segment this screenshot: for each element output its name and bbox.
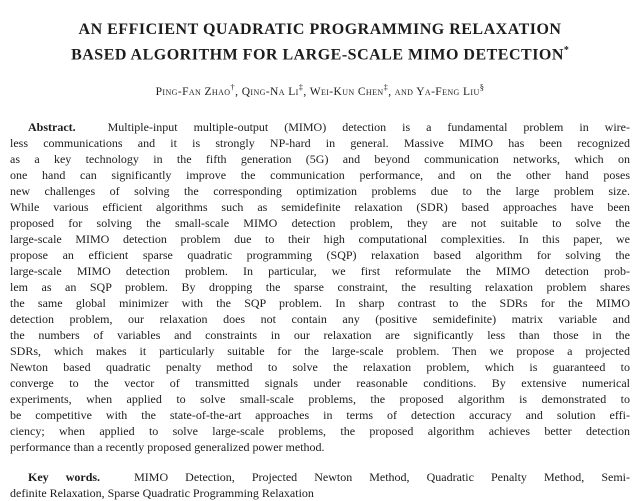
- keywords-line-label: Key words.: [28, 470, 101, 485]
- abstract-line: large-scale MIMO detection problem due to their high computational complexities. In this paper, we: [10, 232, 630, 247]
- abstract-line: detection problem, our relaxation does not contain any (positive semidefinite) matrix variable and: [10, 312, 630, 327]
- abstract-line-label: Abstract.: [28, 120, 76, 135]
- abstract-line: ciency; when applied to solve large-scale problems, the proposed algorithm achieves better detection: [10, 424, 630, 439]
- abstract-line: propose an efficient sparse quadratic programming (SQP) relaxation based algorithm for solving the: [10, 248, 630, 263]
- abstract-line: experiments, when applied to solve small-scale problems, the proposed algorithm is demonstrated to: [10, 392, 630, 407]
- abstract-line: Abstract. Multiple-input multiple-output (MIMO) detection is a fundamental problem in wire-: [28, 120, 630, 135]
- abstract-line: SDRs, which makes it particularly suitable for the large-scale problem. Then we propose a projected: [10, 344, 630, 359]
- author-footnote-mark: †: [230, 82, 236, 93]
- title-footnote-mark: *: [563, 45, 569, 56]
- abstract-line: proposed for solving the small-scale MIMO detection problem, they are not suitable to solve the: [10, 216, 630, 231]
- abstract-section: [10, 119, 630, 455]
- abstract-line: performance than a recently proposed generalized power method.: [10, 440, 325, 455]
- keywords-section: [10, 469, 630, 501]
- author-footnote-mark: ‡: [383, 82, 389, 93]
- author-name: Wei-Kun Chen: [309, 86, 384, 99]
- title-line2: BASED ALGORITHM FOR LARGE-SCALE MIMO DETECTION: [71, 46, 564, 64]
- abstract-line: one hand can significantly improve the communication performance, and on the other hand poses: [10, 168, 630, 183]
- author-footnote-mark: ‡: [298, 82, 304, 93]
- abstract-line: the numbers of variables and constraints in our relaxation are significantly less than those in the: [10, 328, 630, 343]
- author-name: Ya-Feng Liu: [416, 86, 480, 99]
- abstract-line: new challenges of solving the corresponding optimization problems due to the large problem size.: [10, 184, 630, 199]
- keywords-line: definite Relaxation, Sparse Quadratic Programming Relaxation: [10, 486, 314, 501]
- author-footnote-mark: §: [479, 82, 485, 93]
- abstract-line: Newton based quadratic penalty method to solve the relaxation problem, which is guaranteed to: [10, 360, 630, 375]
- keywords-line: Key words. MIMO Detection, Projected Newton Method, Quadratic Penalty Method, Semi-: [28, 470, 631, 485]
- abstract-line: be competitive with the state-of-the-art approaches in terms of detection accuracy and solution effi-: [10, 408, 630, 423]
- author-name: Qing-Na Li: [241, 86, 299, 99]
- abstract-line: converge to the vector of transmitted signals under reasonable conditions. By extensive numerical: [10, 376, 630, 391]
- author-name: Ping-Fan Zhao: [155, 86, 231, 99]
- abstract-line: large-scale MIMO detection problem. In particular, we first reformulate the MIMO detection prob-: [10, 264, 630, 279]
- abstract-line: less communications and it is strongly NP-hard in general. Massive MIMO has been recognized: [10, 136, 630, 151]
- author-line: Ping-Fan Zhao†, Qing-Na Li‡, Wei-Kun Chen‡, and Ya-Feng Liu§: [155, 82, 485, 99]
- title-line1: AN EFFICIENT QUADRATIC PROGRAMMING RELAXATION: [78, 21, 562, 38]
- paper-title: [10, 19, 630, 65]
- abstract-line: While various efficient algorithms such as semidefinite relaxation (SDR) based approaches have been: [10, 200, 630, 215]
- abstract-line: as a key technology in the fifth generation (5G) and beyond communication networks, which on: [10, 152, 630, 167]
- abstract-line: the same global minimizer with the SQP problem. In sharp contrast to the SDRs for the MIMO: [10, 296, 630, 311]
- abstract-line: lem as an SQP problem. By dropping the sparse constraint, the resulting relaxation problem shares: [10, 280, 630, 295]
